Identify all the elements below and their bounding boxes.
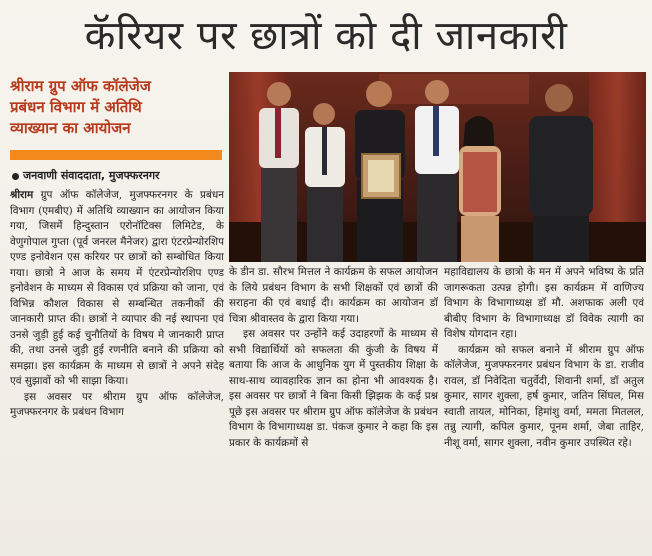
bullet-icon — [12, 173, 19, 180]
subheadline — [10, 76, 220, 139]
article-column-1 — [10, 188, 224, 554]
byline — [12, 168, 224, 183]
orange-divider — [10, 150, 222, 160]
event-photo — [229, 72, 646, 262]
column-2-paragraph-2 — [229, 327, 438, 451]
column-1-paragraph-1 — [10, 188, 224, 390]
subheadline-line-2: प्रबंधन विभाग में अतिथि — [10, 98, 142, 116]
subheadline-line-3: व्याख्यान का आयोजन — [10, 119, 131, 137]
subheadline-line-1: श्रीराम ग्रुप ऑफ कॉलेजेज — [10, 77, 151, 95]
column-3-text-2: कार्यक्रम को सफल बनाने में श्रीराम ग्रुप ऑफ कॉलेजेज, मुजफ्फरनगर प्रबंधन विभाग के डा. राजीव रावल, डॉ निवेदिता चतुर्वेदी, शिवानी शर्मा, डॉ अतुल कुमार, सागर शुक्ला, हर्ष कुमार, जतिन सिंघल, मिस स्वाती तायल, मोनिका, हिमांशु वर्मा, ममता मितलल, तन्नु त्यागी, कपिल कुमार, पूनम शर्मा, जेबा ताहिर, नीशू वर्मा, सागर शुक्ला, नवीन कुमार उपस्थित रहे। — [444, 343, 644, 449]
column-1-text-2: इस अवसर पर श्रीराम ग्रुप ऑफ कॉलेजेज, मुजफ्फरनगर के प्रबंधन विभाग — [10, 390, 224, 418]
column-1-paragraph-2 — [10, 390, 224, 421]
person-1 — [259, 82, 299, 262]
article-column-2 — [229, 265, 438, 554]
lead-word: श्रीराम — [10, 189, 34, 201]
byline-text: जनवाणी संवाददाता, मुजफ्फरनगर — [23, 169, 160, 182]
event-photo-drawing — [229, 72, 646, 262]
certificate-frame — [362, 154, 400, 198]
column-2-paragraph-1: के डीन डा. सौरभ मित्तल ने कार्यक्रम के सफल आयोजन के लिये प्रबंधन विभाग के सभी शिक्षकों एवं छात्रों की सराहना की एवं बधाई दी। कार्यक्रम का आयोजन डॉ चित्रा श्रीवास्तव के द्वारा किया गया। — [229, 266, 438, 325]
column-3-paragraph-1: महाविद्यालय के छात्रो के मन में अपने भविष्य के प्रति जागरूकता उत्पन्न होगी। इस कार्यक्रम में वाणिज्य विभाग के विभागाध्यक्ष डॉ मौ. अशफाक अली एवं बीबीए विभाग के विभागाध्यक्ष डॉ विवेक त्यागी का विशेष योगदान रहा। — [444, 266, 644, 340]
headline: कॅरियर पर छात्रों को दी जानकारी — [84, 13, 568, 59]
column-2-text-2: इस अवसर पर उन्होंने कई उदाहरणों के माध्यम से सभी विद्यार्थियों को सफलता की कुंजी के विषय में बताया कि आज के आधुनिक युग में पुस्तकीय शिक्षा के साथ-साथ व्यावहारिक ज्ञान का होना भी आवश्यक है। इस अवसर पर छात्रों ने बिना किसी झिझक के कई प्रश्न पूछे इस अवसर पर श्रीराम ग्रुप ऑफ कॉलेजेज के प्रबंधन विभाग के विभागाध्यक्ष डा. पंकज कुमार ने कहा कि इस प्रकार के कार्यक्रमों से — [229, 328, 438, 449]
person-4 — [415, 80, 459, 262]
column-3-paragraph-2 — [444, 343, 644, 452]
article-column-3 — [444, 265, 644, 554]
column-1-text-1: ग्रुप ऑफ कॉलेजेज, मुजफ्फरनगर के प्रबंधन विभाग (एमबीए) में अतिथि व्याख्यान का आयोजन किया गया, जिसमें हिन्दुस्तान एरोनॉटिक्स लिमिटेड, के वेणुगोपाल गुप्ता (पूर्व जनरल मैनेजर) द्वारा एंटरप्रेन्योरशिप एण्ड इनोवेशन एस करियर पर छात्रों को सम्बोधित किया गया। छात्रो ने आज के समय में एंटरप्रेन्योरशिप एण्ड इनोवेशन के माध्यम से विकास एवं प्रक्रिया को जाना, एवं विभिन्न कौशल विकास से सम्बन्धित तकनीकों की जानकारी प्राप्त की। छात्रों ने व्यापार की नई स्थापना एवं उनसे जुड़ी हुई कई चुनौतियों के विषय मे जानकारी प्राप्त की, तथा उनसे जुड़ी हुई रणनीति बनाने की प्रक्रिया को समझा। इस कार्यक्रम के माध्यम से छात्रों ने अपने संदेह एवं सुझावों को भी साझा किया। — [10, 189, 224, 387]
